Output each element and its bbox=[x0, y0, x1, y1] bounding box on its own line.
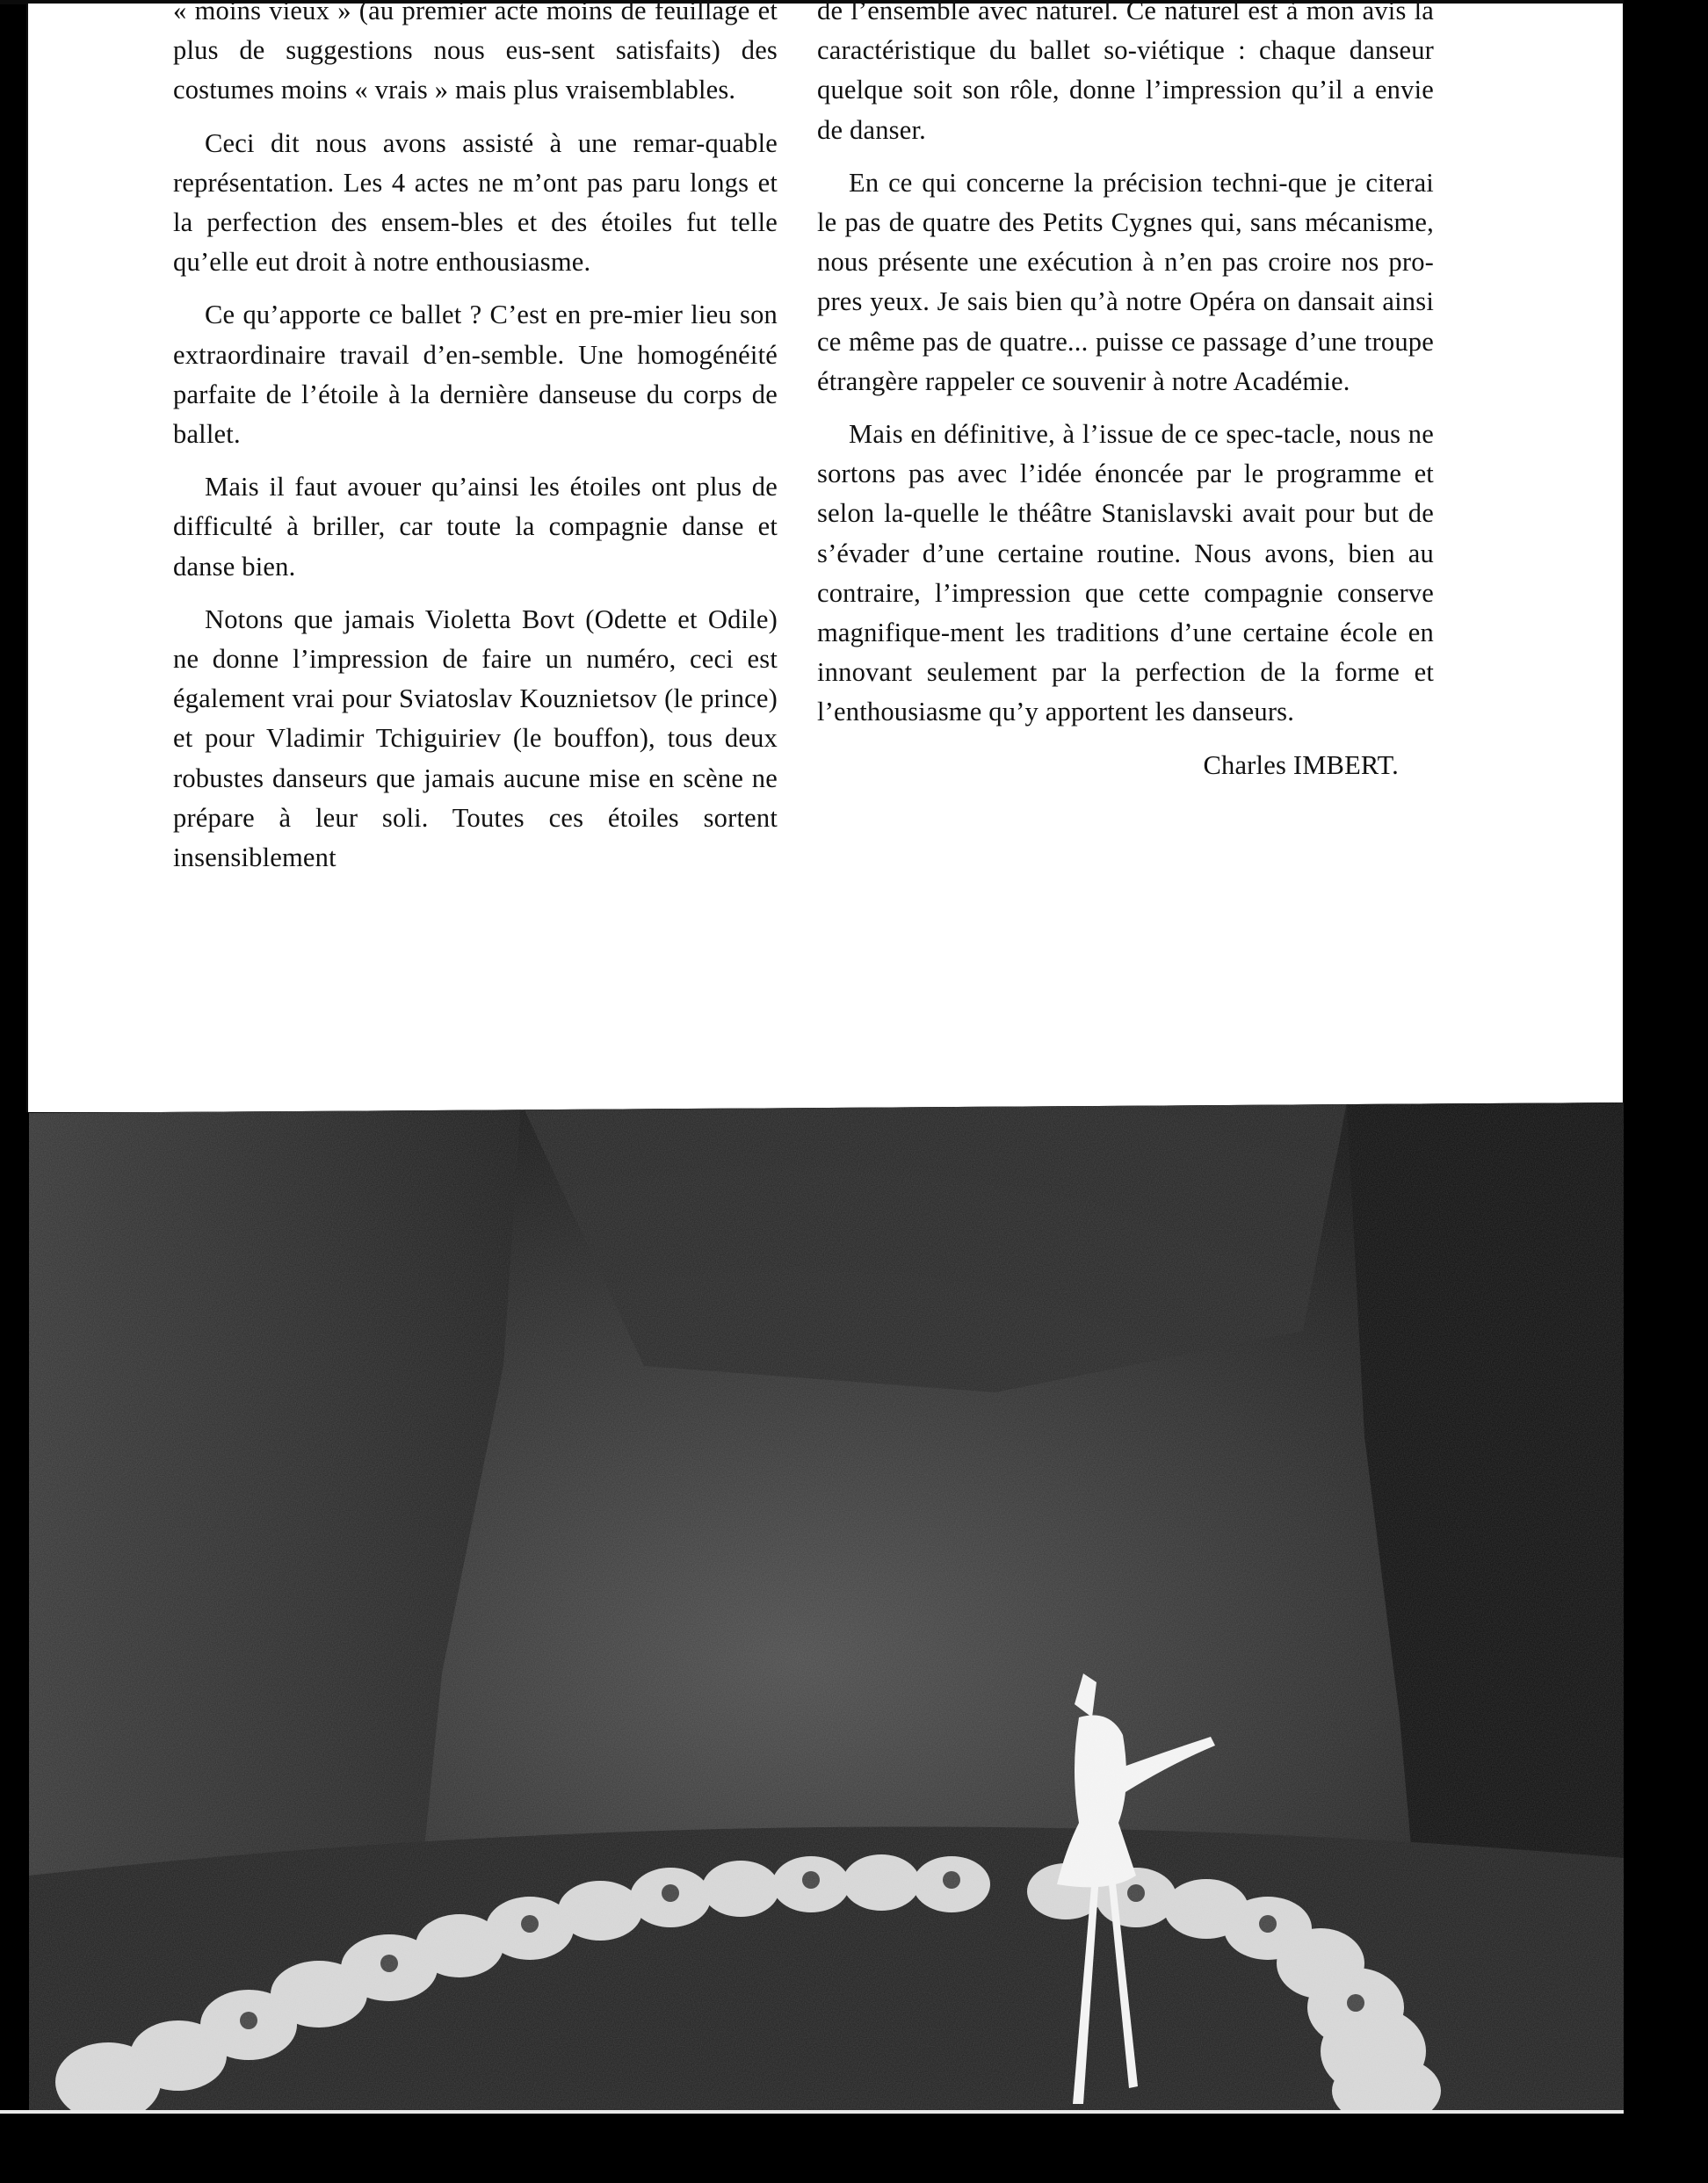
article-right-column bbox=[817, 0, 1434, 785]
ballet-stage-photo bbox=[29, 1102, 1624, 2113]
photo-bottom-border bbox=[0, 2110, 1708, 2114]
paragraph: En ce qui concerne la précision techni-que je citerai le pas de quatre des Petits Cygnes qui, sans mécanisme, nous présente une exécution à n’en pas croire nos pro-pres yeux. Je sais bien qu’à notre Opéra on dansait ainsi ce même pas de quatre... puisse ce passage d’une troupe étrangère rappeler ce souvenir à notre Académie. bbox=[817, 167, 1434, 396]
scan-right-margin bbox=[1624, 0, 1708, 2183]
article-left-column bbox=[173, 0, 778, 891]
paragraph: « moins vieux » (au premier acte moins de feuillage et plus de suggestions nous eus-sent satisfaits) des costumes moins « vrais » mais plus vraisemblables. bbox=[173, 0, 778, 105]
ballet-photo-illustration bbox=[29, 1102, 1624, 2113]
paragraph: Ce qu’apporte ce ballet ? C’est en pre-mier lieu son extraordinaire travail d’en-semble. Une homogénéité parfaite de l’étoile à la dernière danseuse du corps de ballet. bbox=[173, 300, 778, 450]
paragraph: Mais il faut avouer qu’ainsi les étoiles ont plus de difficulté à briller, car toute la compagnie danse et danse bien. bbox=[173, 472, 778, 582]
author-signature: Charles IMBERT. bbox=[1203, 749, 1399, 780]
paragraph: Mais en définitive, à l’issue de ce spec-tacle, nous ne sortons pas avec l’idée énoncée par le programme et selon la-quelle le théâtre Stanislavski avait pour but de s’évader d’une certaine routine. Nous avons, bien au contraire, l’impression que cette compagnie conserve magnifique-ment les traditions d’une certaine école en innovant seulement par la perfection de la forme et l’enthousiasme qu’y apportent les danseurs. bbox=[817, 419, 1434, 727]
paragraph: de l’ensemble avec naturel. Ce naturel est à mon avis la caractéristique du ballet so-viétique : chaque danseur quelque soit son rôle, donne l’impression qu’il a envie de danser. bbox=[817, 0, 1434, 145]
paragraph: Notons que jamais Violetta Bovt (Odette et Odile) ne donne l’impression de faire un numéro, ceci est également vrai pour Sviatoslav Kouznietsov (le prince) et pour Vladimir Tchiguiriev (le bouffon), tous deux robustes danseurs que jamais aucune mise en scène ne prépare à leur soli. Toutes ces étoiles sortent insensiblement bbox=[173, 604, 778, 873]
paragraph: Ceci dit nous avons assisté à une remar-quable représentation. Les 4 actes ne m’ont pas paru longs et la perfection des ensem-bles et des étoiles fut telle qu’elle eut droit à notre enthousiasme. bbox=[173, 127, 778, 278]
